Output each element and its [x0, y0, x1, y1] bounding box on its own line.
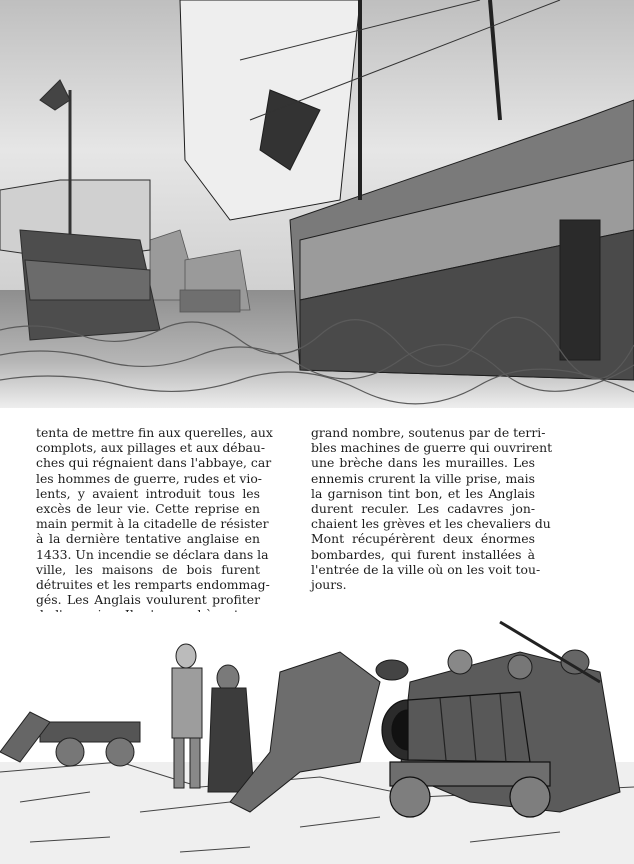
text-line: lents, y avaient introduit tous les [36, 485, 260, 501]
text-line: durent reculer. Les cadavres jon- [311, 500, 535, 516]
text-line: à la dernière tentative anglaise en [36, 531, 260, 547]
text-line: bombardes, qui furent installées à [311, 546, 535, 562]
text-line: excès de leur vie. Cette reprise en [36, 500, 260, 516]
knight-and-monk [172, 644, 254, 792]
text-line: grand nombre, soutenus par de terri- [311, 425, 546, 440]
text-column-right [311, 425, 553, 592]
text-line: chaient les grèves et les chevaliers du [311, 516, 551, 532]
distant-cart [0, 712, 140, 766]
text-line: 1433. Un incendie se déclara dans la [36, 546, 269, 562]
text-line: bles machines de guerre qui ouvrirent [311, 440, 553, 456]
text-line: les hommes de guerre, rudes et vio- [36, 470, 262, 486]
bombard-hauling-illustration [0, 612, 634, 864]
text-line: gés. Les Anglais voulurent profiter [36, 592, 260, 608]
text-line: détruites et les remparts endommag- [36, 576, 270, 592]
text-column-left [36, 425, 273, 623]
text-line: main permit à la citadelle de résister [36, 516, 269, 532]
text-line: jours. [311, 576, 347, 592]
naval-battle-illustration [0, 0, 634, 408]
text-line: l'entrée de la ville où on les voit tou- [311, 561, 541, 577]
text-line: ches qui régnaient dans l'abbaye, car [36, 455, 272, 471]
text-line: de l'occasion. Ils s'approchèrent en [36, 607, 259, 623]
text-line: tenta de mettre fin aux querelles, aux [36, 425, 273, 440]
text-line: complots, aux pillages et aux débau- [36, 440, 266, 456]
text-line: ville, les maisons de bois furent [36, 561, 260, 577]
text-line: la garnison tint bon, et les Anglais [311, 485, 535, 501]
text-line: une brèche dans les murailles. Les [311, 455, 535, 471]
text-line: ennemis crurent la ville prise, mais [311, 470, 535, 486]
text-line: Mont récupérèrent deux énormes [311, 531, 535, 547]
